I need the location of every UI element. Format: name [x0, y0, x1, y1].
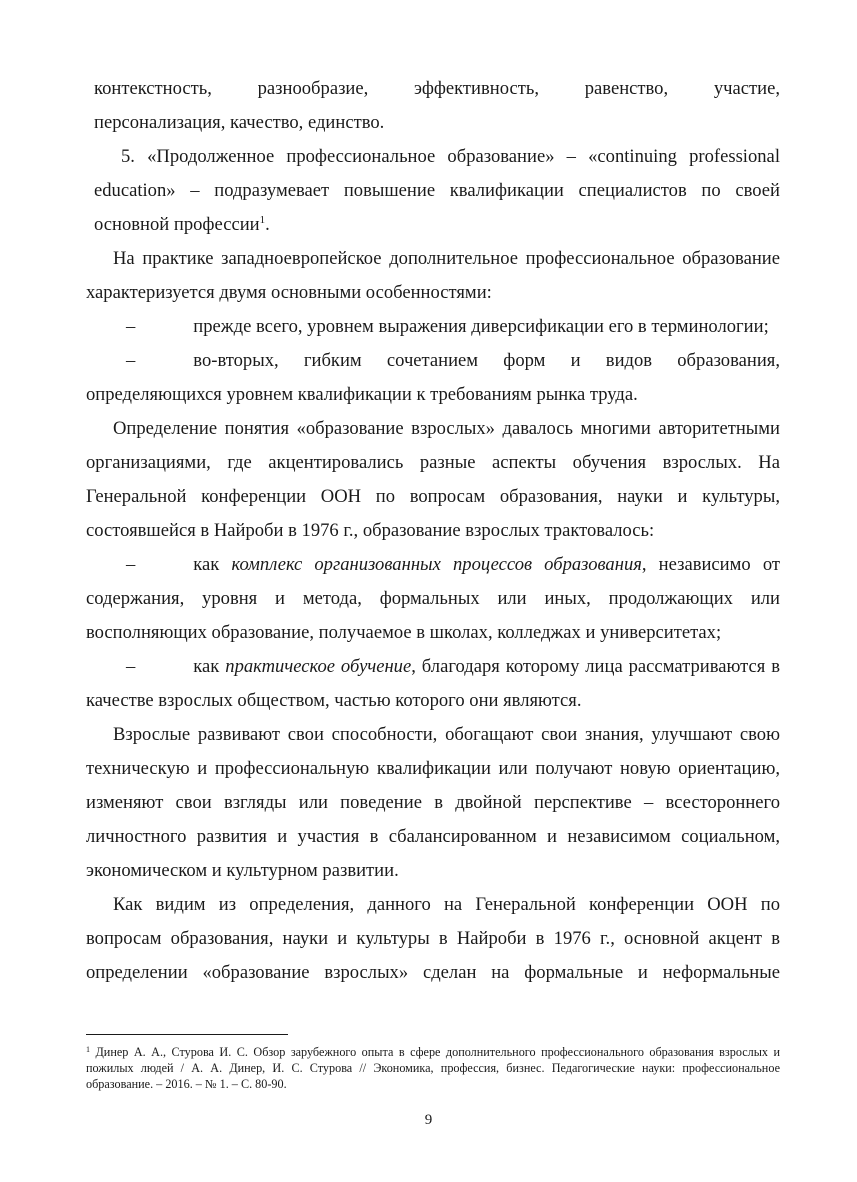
footnote-separator	[86, 1034, 288, 1035]
list-item-text: во-вторых, гибким сочетанием форм и видов образования, определяющихся уровнем квалификации к требованиям рынка труда.	[86, 350, 780, 405]
list-item-text: прежде всего, уровнем выражения диверсификации его в терминологии;	[193, 316, 769, 337]
list-item-complex	[86, 548, 780, 650]
footnote-ref[interactable]: 1	[259, 214, 266, 226]
list-item-practical	[86, 650, 780, 718]
paragraph-continuation-end: персонализация, качество, единство.	[94, 112, 385, 133]
paragraph-definition: Определение понятия «образование взрослых» давалось многими авторитетными организациями, где акцентировались разные аспекты обучения взрослых. На Генеральной конференции ООН по вопросам образования, науки и культуры, состоявшейся в Найроби в 1976 г., образование взрослых трактовалось:	[86, 418, 780, 541]
paragraph-continuation: контекстность, разнообразие, эффективность, равенство, участие,	[94, 78, 780, 99]
item-end: .	[265, 214, 270, 235]
paragraph-practice: На практике западноевропейское дополнительное профессиональное образование характеризуется двумя основными особенностями:	[86, 248, 780, 303]
dash-marker: –	[126, 316, 136, 337]
dash-marker: –	[126, 350, 136, 371]
footnote-text: Динер А. А., Стурова И. С. Обзор зарубежного опыта в сфере дополнительного профессионального образования взрослых и пожилых людей / А. А. Динер, И. С. Стурова // Экономика, профессия, бизнес. Педагогические науки: профессиональное образование. – 2016. – № 1. – С. 80-90.	[86, 1045, 780, 1091]
dash-marker: –	[126, 554, 136, 575]
item-text: «Продолженное профессиональное образование» – «continuing professional education» – подразумевает повышение квалификации специалистов по своей основной профессии	[94, 146, 780, 235]
footnote	[86, 1044, 780, 1092]
list-item-flexible	[86, 344, 780, 412]
list-item-emphasis: комплекс организованных процессов образования	[231, 554, 642, 575]
page-body	[86, 72, 780, 990]
paragraph-adults: Взрослые развивают свои способности, обогащают свои знания, улучшают свою техническую и профессиональную квалификации или получают новую ориентацию, изменяют свои взгляды или поведение в двойной перспективе – всестороннего личностного развития и участия в сбалансированном и независимом социальном, экономическом и культурном развитии.	[86, 724, 780, 881]
paragraph-conclusion: Как видим из определения, данного на Генеральной конференции ООН по вопросам образования, науки и культуры в Найроби в 1976 г., основной акцент в определении «образование взрослых» сделан на формальные и неформальные	[86, 894, 780, 983]
list-item-text: , независимо от содержания, уровня и метода, формальных или иных, продолжающих или восполняющих образование, получаемое в школах, колледжах и университетах;	[86, 554, 780, 643]
page-number: 9	[424, 1112, 433, 1128]
item-number: 5.	[121, 146, 135, 167]
list-item-prefix: как	[193, 656, 226, 677]
dash-marker: –	[126, 656, 136, 677]
paragraph-item-5	[86, 140, 780, 242]
list-item-diversification	[86, 310, 780, 344]
list-item-text: , благодаря которому лица рассматриваются в качестве взрослых обществом, частью которого они являются.	[86, 656, 780, 711]
list-item-prefix: как	[193, 554, 232, 575]
list-item-emphasis: практическое обучение	[225, 656, 412, 677]
footnote-number: 1	[86, 1045, 90, 1054]
